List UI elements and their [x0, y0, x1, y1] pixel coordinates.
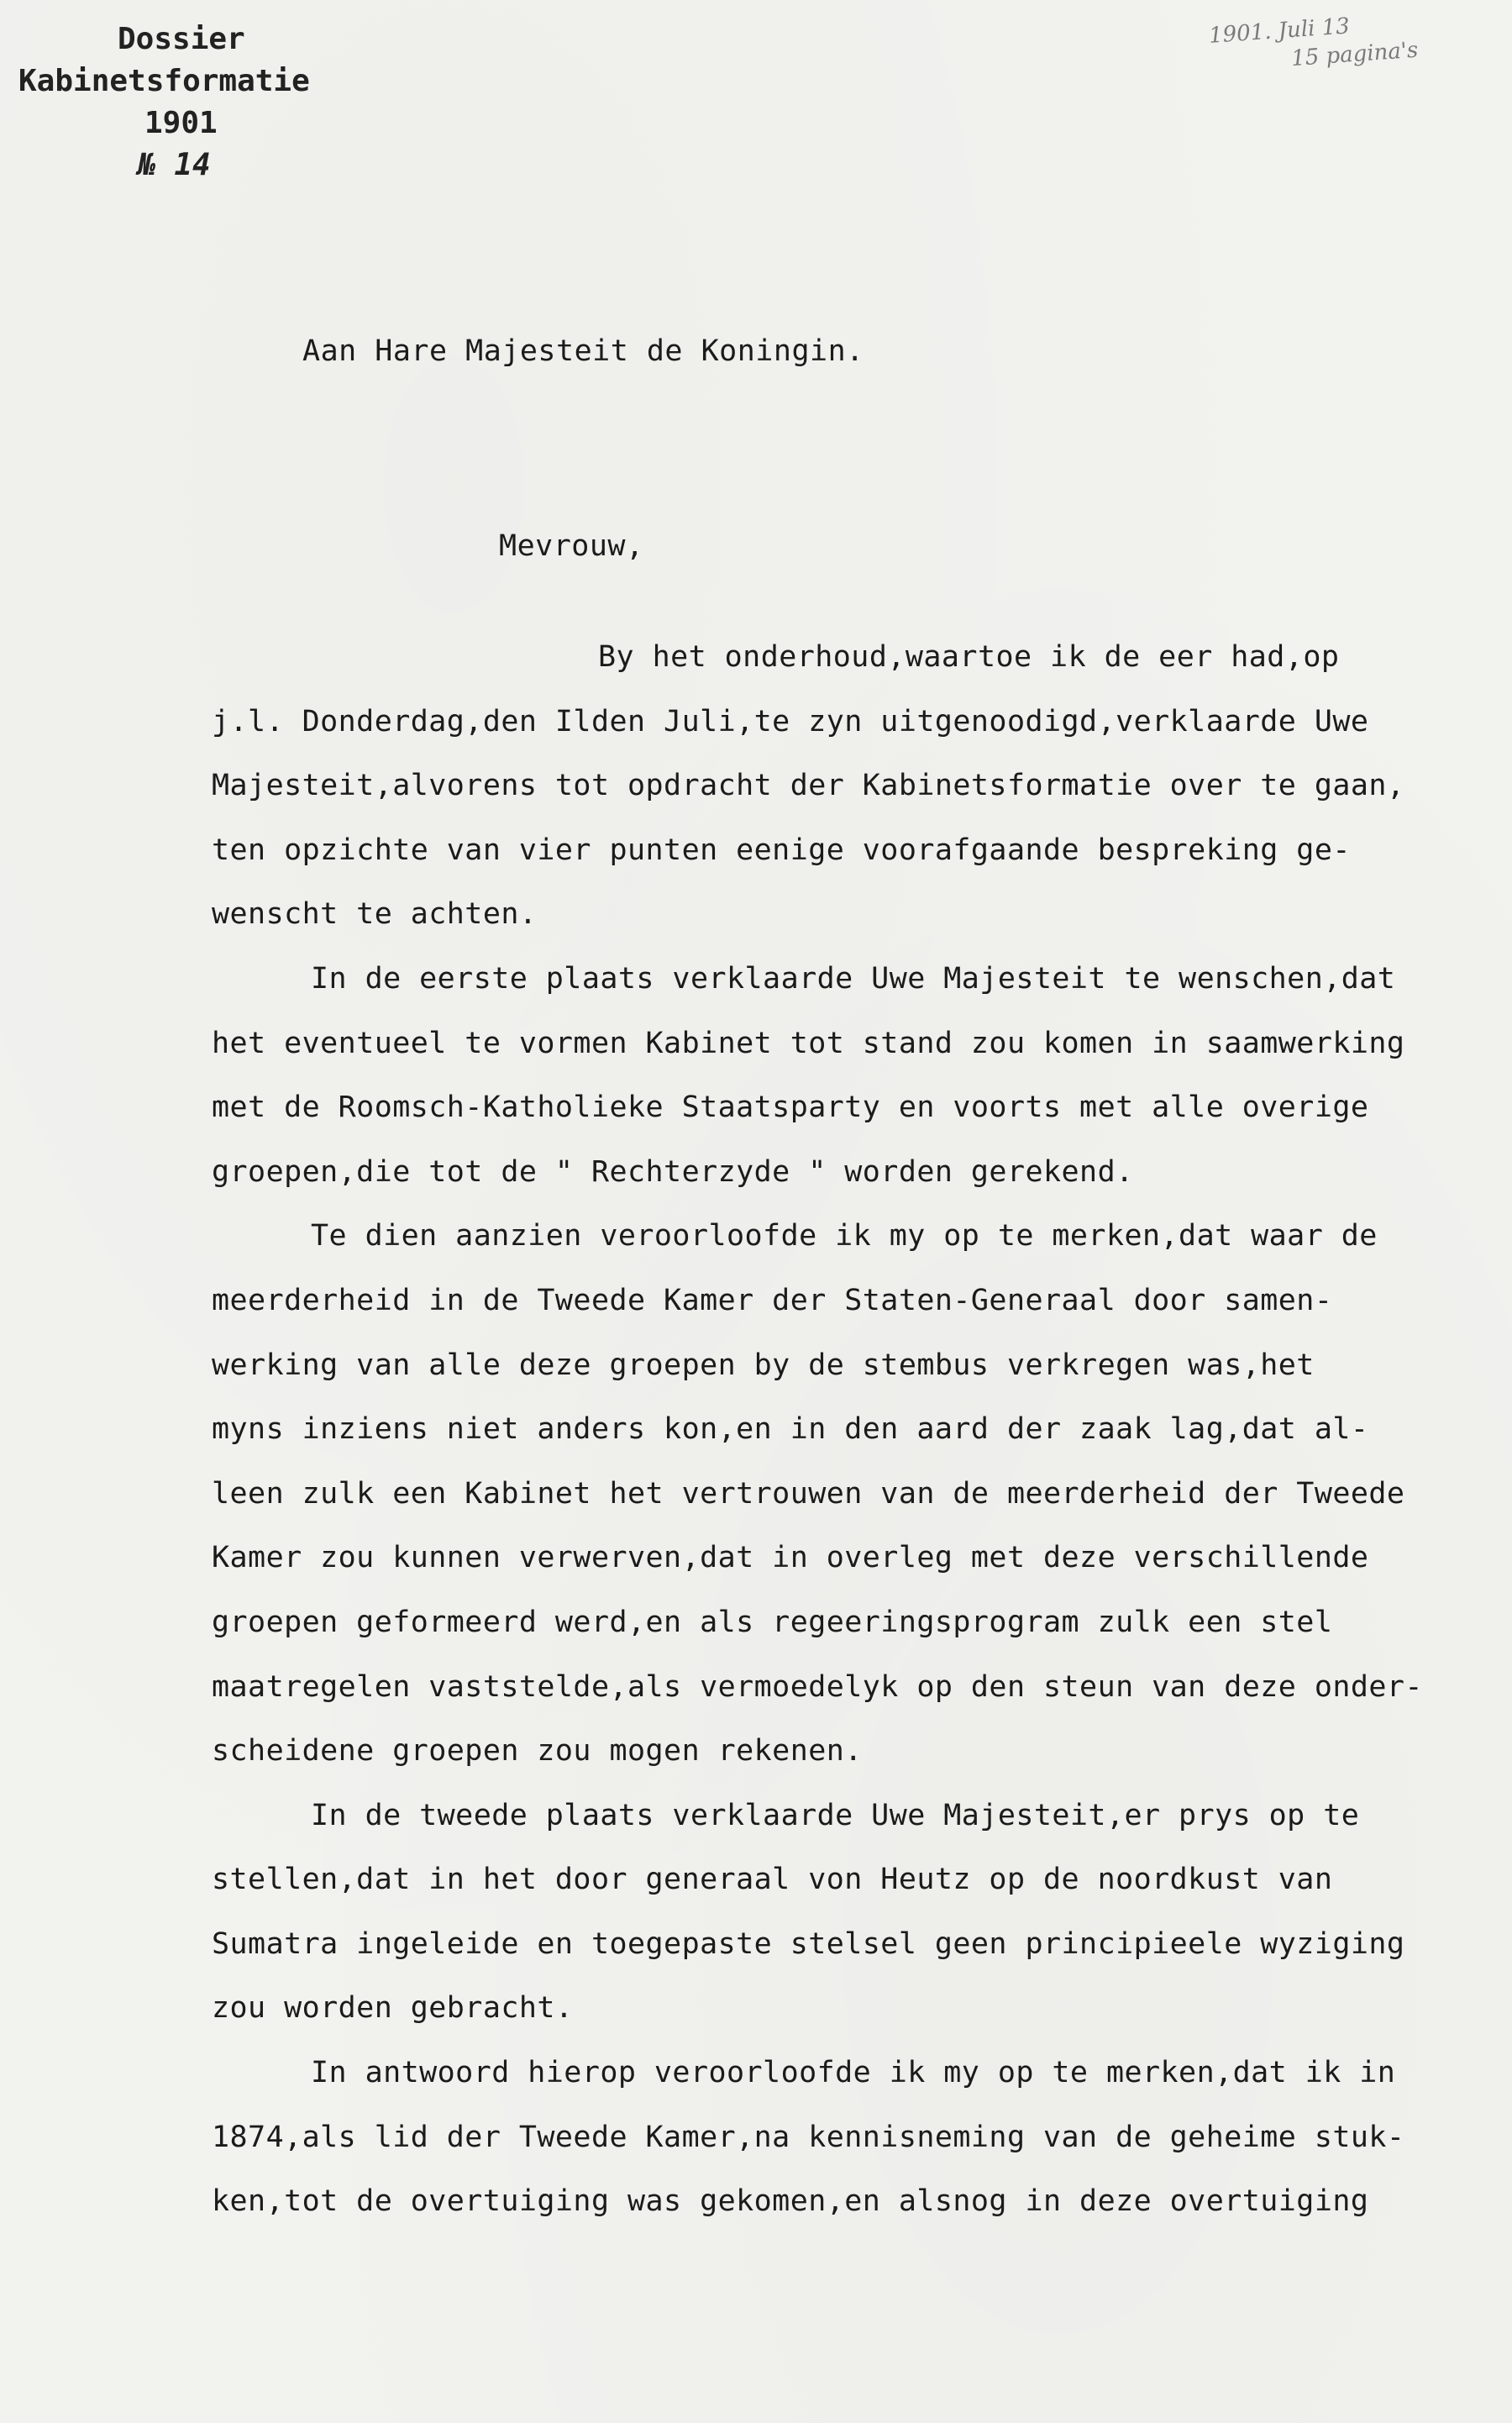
archive-stamp	[18, 18, 371, 187]
letter-line: Sumatra ingeleide en toegepaste stelsel geen principieele wyziging	[212, 1926, 1405, 1961]
letter-salutation: Mevrouw,	[499, 529, 644, 563]
letter-line: ken,tot de overtuiging was gekomen,en alsnog in deze overtuiging	[212, 2184, 1369, 2219]
letter-line: In antwoord hierop veroorloofde ik my op te merken,dat ik in	[311, 2056, 1396, 2090]
letter-line: groepen geformeerd werd,en als regeeringsprogram zulk een stel	[212, 1605, 1333, 1639]
letter-body	[212, 625, 1497, 2234]
letter-line: j.l. Donderdag,den Ilden Juli,te zyn uitgenoodigd,verklaarde Uwe	[212, 704, 1369, 738]
letter-line: scheidene groepen zou mogen rekenen.	[212, 1734, 863, 1769]
letter-line: Kamer zou kunnen verwerven,dat in overleg met deze verschillende	[212, 1541, 1369, 1575]
letter-line: In de tweede plaats verklaarde Uwe Majesteit,er prys op te	[311, 1798, 1360, 1832]
letter-line: zou worden gebracht.	[212, 1991, 574, 2026]
letter-line: wenscht te achten.	[212, 897, 538, 932]
stamp-line-year: 1901	[144, 106, 218, 140]
letter-line: meerderheid in de Tweede Kamer der Staten-Generaal door samen-	[212, 1283, 1333, 1317]
letter-line: By het onderhoud,waartoe ik de eer had,op	[598, 640, 1340, 674]
pencil-annotation	[1208, 2, 1497, 79]
letter-line: In de eerste plaats verklaarde Uwe Majesteit te wenschen,dat	[311, 961, 1396, 996]
pencil-annotation-date: 1901. Juli 13	[1208, 13, 1351, 49]
letter-line: myns inziens niet anders kon,en in den aard der zaak lag,dat al-	[212, 1412, 1369, 1447]
letter-line: werking van alle deze groepen by de stembus verkregen was,het	[212, 1348, 1315, 1382]
letter-line: leen zulk een Kabinet het vertrouwen van de meerderheid der Tweede	[212, 1476, 1405, 1511]
pencil-annotation-pages: 15 pagina's	[1290, 37, 1420, 72]
letter-line: Te dien aanzien veroorloofde ik my op te merken,dat waar de	[311, 1219, 1378, 1254]
letter-line: het eventueel te vormen Kabinet tot stand zou komen in saamwerking	[212, 1026, 1405, 1060]
letter-addressee: Aan Hare Majesteit de Koningin.	[302, 334, 864, 368]
letter-line: Majesteit,alvorens tot opdracht der Kabinetsformatie over te gaan,	[212, 769, 1405, 803]
letter-line: met de Roomsch-Katholieke Staatsparty en voorts met alle overige	[212, 1091, 1369, 1125]
stamp-line-number: № 14	[138, 148, 211, 182]
stamp-line-dossier: Dossier	[118, 22, 245, 56]
letter-line: ten opzichte van vier punten eenige voorafgaande bespreking ge-	[212, 833, 1351, 867]
stamp-line-kabinetsformatie: Kabinetsformatie	[18, 64, 310, 98]
letter-line: groepen,die tot de " Rechterzyde " worden gerekend.	[212, 1154, 1134, 1189]
letter-line: stellen,dat in het door generaal von Heutz op de noordkust van	[212, 1863, 1333, 1897]
letter-line: maatregelen vaststelde,als vermoedelyk op den steun van deze onder-	[212, 1669, 1423, 1704]
letter-line: 1874,als lid der Tweede Kamer,na kennisneming van de geheime stuk-	[212, 2120, 1405, 2154]
